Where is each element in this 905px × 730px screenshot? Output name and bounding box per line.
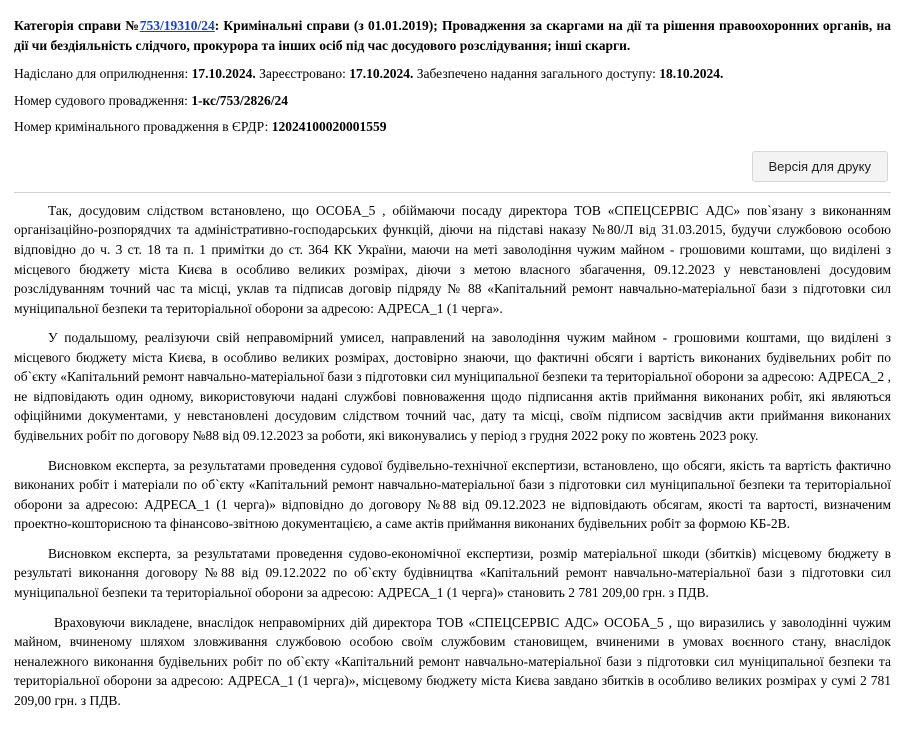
- toolbar: [14, 151, 891, 182]
- sent-label: Надіслано для оприлюднення:: [14, 66, 189, 82]
- case-metadata: [14, 0, 891, 137]
- document-paragraph: Висновком експерта, за результатами проведення судово-економічної експертизи, розмір матеріальної шкоди (збитків) місцевому бюджету в результаті виконання договору №88 від 09.12.2022 по об`єкту будівництва «Капітальний ремонт навчально-матеріальної бази з підготовки сил муніципальної безпеки та територіальної оборони за адресою: АДРЕСА_1 (1 черга)» становить 2 781 209,00 грн. з ПДВ.: [14, 545, 891, 600]
- case-category-line: [14, 16, 891, 55]
- print-version-button[interactable]: Версія для друку: [752, 151, 889, 182]
- document-paragraph: У подальшому, реалізуючи свій неправомірний умисел, направлений на заволодіння чужим майном - грошовими коштами, що виділені з місцевого бюджету міста Києва, в особливо великих розмірах, достовірно знаючи, що фактичні обсяги і вартість виконаних будівельних робіт по об`єкту «Капітальний ремонт навчально-матеріальної бази з підготовки сил муніципальної безпеки та територіальної оборони за адресою: АДРЕСА_2 , не відповідають один одному, використовуючи надані службові повноваження щодо підписання актів приймання виконаних робіт, які являються офіційними документами, у невстановлені досудовим слідством точний час, дату та місці, своїм підписом засвідчив акти приймання виконаних будівельних робіт по договору №88 від 09.12.2023 за роботи, які виконувались у період з грудня 2022 року по жовтень 2023 року.: [14, 330, 891, 443]
- dates-line: [14, 64, 891, 84]
- erdr-label: Номер кримінального провадження в ЄРДР:: [14, 119, 269, 135]
- document-paragraph: Так, досудовим слідством встановлено, що ОСОБА_5 , обіймаючи посаду директора ТОВ «СПЕЦСЕРВІС АДС» пов`язану з виконанням організаційно-розпорядчих та адміністративно-господарських функцій, діючи на підставі наказу №80/Л від 31.03.2015, будучи службовою особою відповідно до ч. 3 ст. 18 та п. 1 примітки до ст. 364 КК України, маючи на меті заволодіння чужим майном - грошовими коштами, що виділені з місцевого бюджету міста Києва в особливо великих розмірах, діючи з метою власного збагачення, 09.12.2023 у невстановлені досудовим розслідуванням точний час та місці, уклав та підписав договір підряду № 88 «Капітальний ремонт навчально-матеріальної бази з підготовки сил муніципальної безпеки та територіальної оборони за адресою: АДРЕСА_1 (1 черга».: [14, 202, 891, 316]
- registered-label: Зареєстровано:: [259, 66, 346, 82]
- sent-value: 17.10.2024.: [191, 66, 256, 82]
- case-category-label: Категорія справи №: [14, 18, 140, 33]
- proceeding-line: [14, 91, 891, 111]
- access-value: 18.10.2024.: [659, 66, 724, 82]
- proceeding-value: 1-кс/753/2826/24: [191, 92, 288, 108]
- case-number-link[interactable]: 753/19310/24: [139, 18, 215, 33]
- proceeding-label: Номер судового провадження:: [14, 92, 188, 108]
- document-paragraph: Висновком експерта, за результатами проведення судової будівельно-технічної експертизи, встановлено, що обсяги, якість та вартість фактично виконаних робіт і матеріали по об`єкту «Капітальний ремонт навчально-матеріальної бази з підготовки сил муніципальної безпеки та територіальної оборони за адресою: АДРЕСА_1 (1 черга)» відповідно до договору №88 від 09.12.2023 не відповідають обсягам, якості та вартості, визначеним проектно-кошторисною та фінансово-звітною документацією, а саме актів приймання виконаних будівельних робіт за формою КБ-2В.: [14, 457, 891, 532]
- document-paragraph: Враховуючи викладене, внаслідок неправомірних дій директора ТОВ «СПЕЦСЕРВІС АДС» ОСОБА_5 , що виразились у заволодінні чужим майном, вчиненому шляхом зловживання службовою особою своїм службовим становищем, вчиненими в умовах воєнного стану, внаслідок неналежного виконання будівельних робіт по об`єкту «Капітальний ремонт навчально-матеріальної бази з підготовки сил муніципальної безпеки та територіальної оборони за адресою: АДРЕСА_1 (1 черга)», місцевому бюджету міста Києва завдано збитків в особливо великих розмірах у сумі 2 781 209,00 грн. з ПДВ.: [14, 614, 891, 708]
- erdr-value: 12024100020001559: [271, 119, 387, 135]
- access-label: Забезпечено надання загального доступу:: [416, 66, 656, 82]
- erdr-line: [14, 117, 891, 137]
- document-body: [14, 201, 891, 711]
- divider: [14, 192, 891, 193]
- registered-value: 17.10.2024.: [349, 66, 414, 82]
- case-category-text: : Кримінальні справи (з 01.01.2019); Провадження за скаргами на дії та рішення правоохоронних органів, на дії чи бездіяльність слідчого, прокурора та інших осіб під час досудового розслідування; інші скарги.: [14, 18, 892, 53]
